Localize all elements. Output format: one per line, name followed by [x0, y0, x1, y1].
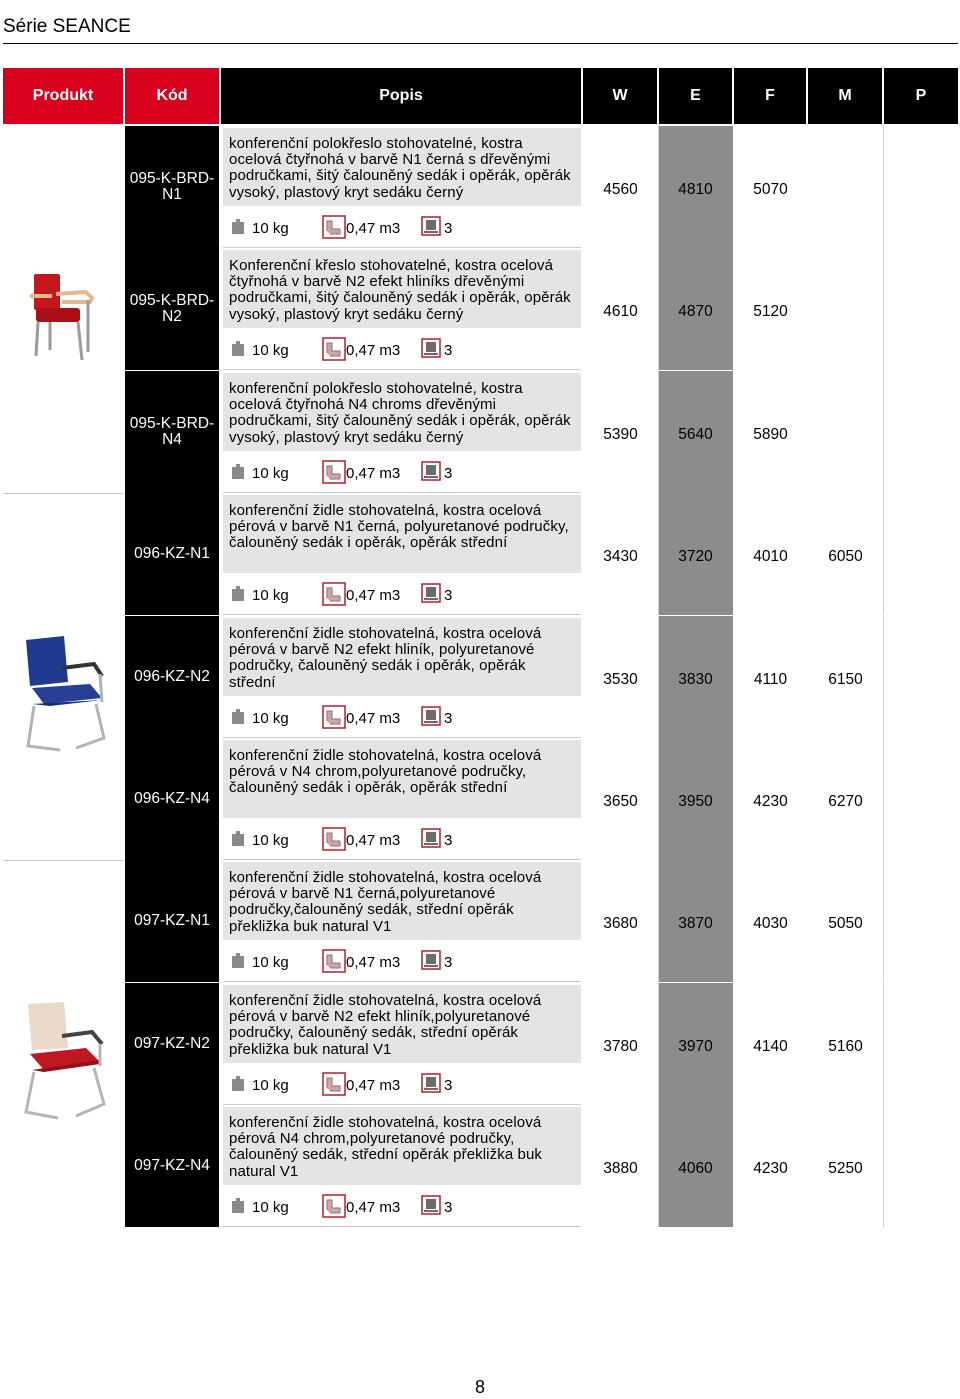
product-row — [0, 983, 960, 1105]
weight-value: 10 kg — [252, 465, 289, 482]
stack-icon — [421, 1195, 441, 1220]
header-e: E — [659, 68, 732, 124]
price-e: 3720 — [678, 548, 713, 565]
price-m — [808, 126, 883, 248]
product-image-cell — [3, 860, 123, 982]
product-row — [0, 248, 960, 370]
product-row — [0, 860, 960, 982]
volume-value: 0,47 m3 — [346, 1077, 401, 1094]
volume-value: 0,47 m3 — [346, 342, 401, 359]
stack-icon — [421, 828, 441, 853]
stack-value: 3 — [444, 1199, 453, 1216]
product-code: 097-KZ-N1 — [125, 860, 219, 982]
header-f: F — [734, 68, 806, 124]
price-w: 4610 — [603, 303, 638, 320]
price-p — [883, 860, 958, 982]
price-p — [883, 983, 958, 1105]
price-f: 4110 — [753, 671, 788, 688]
product-description: konferenční židle stohovatelná, kostra ocelová pérová v barvě N1 černá,polyuretanové područky,čalouněný sedák, střední opěrák překližka buk natural V1 — [223, 862, 581, 940]
shipping-info — [223, 1065, 581, 1105]
stack-icon — [421, 216, 441, 241]
header-m: M — [808, 68, 882, 124]
volume-icon — [322, 1072, 346, 1101]
price-w: 4560 — [603, 181, 638, 198]
price-e: 3970 — [678, 1038, 713, 1055]
weight-value: 10 kg — [252, 710, 289, 727]
product-row — [0, 126, 960, 248]
product-code: 096-KZ-N4 — [125, 738, 219, 860]
stack-value: 3 — [444, 710, 453, 727]
volume-value: 0,47 m3 — [346, 954, 401, 971]
product-row — [0, 738, 960, 860]
stack-value: 3 — [444, 587, 453, 604]
price-f: 4010 — [753, 548, 788, 565]
volume-icon — [322, 827, 346, 856]
weight-value: 10 kg — [252, 587, 289, 604]
page-title: Série SEANCE — [3, 16, 131, 37]
product-image-cell — [3, 1105, 123, 1227]
product-description: konferenční židle stohovatelná, kostra ocelová pérová N4 chrom,polyuretanové područky, čalouněný sedák, střední opěrák překližka buk natural V1 — [223, 1107, 581, 1185]
weight-icon — [230, 218, 246, 240]
weight-value: 10 kg — [252, 1199, 289, 1216]
price-p — [883, 248, 958, 370]
volume-icon — [322, 1194, 346, 1223]
chair-image-wood-arms — [26, 270, 102, 362]
product-code: 096-KZ-N1 — [125, 493, 219, 615]
price-m: 5050 — [828, 915, 863, 932]
volume-value: 0,47 m3 — [346, 220, 401, 237]
product-description: konferenční židle stohovatelná, kostra ocelová pérová v barvě N2 efekt hliník,polyuretanové područky, čalouněný sedák, střední opěrák překližka buk natural V1 — [223, 985, 581, 1063]
volume-value: 0,47 m3 — [346, 710, 401, 727]
shipping-info — [223, 942, 581, 982]
product-description: konferenční polokřeslo stohovatelné, kostra ocelová čtyřnohá v barvě N1 černá s dřevěnými područkami, šitý čalouněný sedák i opěrák, opěrák vysoký, plastový kryt sedáku černý — [223, 128, 581, 206]
shipping-info — [223, 575, 581, 615]
header-w: W — [583, 68, 657, 124]
price-e: 3870 — [678, 915, 713, 932]
price-f: 5120 — [753, 303, 788, 320]
product-image-cell — [3, 371, 123, 493]
price-w: 3880 — [603, 1160, 638, 1177]
weight-icon — [230, 708, 246, 730]
shipping-info — [223, 330, 581, 370]
product-description: konferenční židle stohovatelná, kostra ocelová pérová v barvě N1 černá, polyuretanové područky, čalouněný sedák i opěrák, opěrák střední — [223, 495, 581, 573]
price-e: 4870 — [678, 303, 713, 320]
weight-icon — [230, 340, 246, 362]
price-e: 3830 — [678, 671, 713, 688]
price-e: 4810 — [678, 181, 713, 198]
product-row — [0, 493, 960, 615]
product-image-cell — [3, 126, 123, 248]
volume-icon — [322, 460, 346, 489]
shipping-info — [223, 1187, 581, 1227]
volume-icon — [322, 705, 346, 734]
product-row — [0, 616, 960, 738]
price-f: 4030 — [753, 915, 788, 932]
product-row — [0, 1105, 960, 1227]
stack-icon — [421, 583, 441, 608]
stack-icon — [421, 1073, 441, 1098]
stack-value: 3 — [444, 954, 453, 971]
header-kod: Kód — [125, 68, 219, 124]
weight-value: 10 kg — [252, 954, 289, 971]
product-code: 097-KZ-N4 — [125, 1105, 219, 1227]
stack-value: 3 — [444, 465, 453, 482]
weight-icon — [230, 463, 246, 485]
header-popis: Popis — [221, 68, 581, 124]
volume-icon — [322, 215, 346, 244]
product-code: 096-KZ-N2 — [125, 616, 219, 738]
page-number: 8 — [474, 1377, 485, 1397]
stack-icon — [421, 461, 441, 486]
product-description: konferenční židle stohovatelná, kostra ocelová pérová v N4 chrom,polyuretanové područky, čalouněný sedák i opěrák, opěrák střední — [223, 740, 581, 818]
product-description: Konferenční křeslo stohovatelné, kostra ocelová čtyřnohá v barvě N2 efekt hliníks dřevěnými područkami, šitý čalouněný sedák i opěrák, opěrák vysoký, plastový kryt sedáku černý — [223, 250, 581, 328]
price-m — [808, 248, 883, 370]
product-row — [0, 371, 960, 493]
price-p — [883, 738, 958, 860]
price-p — [883, 1105, 958, 1227]
shipping-info — [223, 698, 581, 738]
header-produkt: Produkt — [3, 68, 123, 124]
price-w: 3780 — [603, 1038, 638, 1055]
price-f: 4140 — [753, 1038, 788, 1055]
price-e: 5640 — [678, 426, 713, 443]
volume-value: 0,47 m3 — [346, 1199, 401, 1216]
price-m: 6270 — [828, 793, 863, 810]
volume-value: 0,47 m3 — [346, 832, 401, 849]
price-m: 6050 — [828, 548, 863, 565]
price-m: 5250 — [828, 1160, 863, 1177]
stack-value: 3 — [444, 342, 453, 359]
title-rule — [3, 43, 958, 44]
price-w: 5390 — [603, 426, 638, 443]
product-image-cell — [3, 493, 123, 615]
price-m: 5160 — [828, 1038, 863, 1055]
weight-value: 10 kg — [252, 220, 289, 237]
product-image-cell — [3, 738, 123, 860]
price-f: 5890 — [753, 426, 788, 443]
weight-icon — [230, 1075, 246, 1097]
price-e: 3950 — [678, 793, 713, 810]
product-description: konferenční židle stohovatelná, kostra ocelová pérová v barvě N2 efekt hliník, polyuretanové područky, čalouněný sedák i opěrák, opěrák střední — [223, 618, 581, 696]
volume-icon — [322, 949, 346, 978]
product-description: konferenční polokřeslo stohovatelné, kostra ocelová čtyřnohá N4 chroms dřevěnými područkami, šitý čalouněný sedák i opěrák, opěrák vysoký, plastový kryt sedáku černý — [223, 373, 581, 451]
product-code: 095-K-BRD-N1 — [125, 126, 219, 248]
price-f: 5070 — [753, 181, 788, 198]
product-code: 097-KZ-N2 — [125, 983, 219, 1105]
price-w: 3430 — [603, 548, 638, 565]
shipping-info — [223, 453, 581, 493]
price-f: 4230 — [753, 1160, 788, 1177]
price-e: 4060 — [678, 1160, 713, 1177]
chair-image-blue — [20, 634, 110, 754]
volume-icon — [322, 337, 346, 366]
stack-value: 3 — [444, 1077, 453, 1094]
shipping-info — [223, 208, 581, 248]
product-code: 095-K-BRD-N2 — [125, 248, 219, 370]
weight-value: 10 kg — [252, 342, 289, 359]
weight-icon — [230, 1197, 246, 1219]
price-w: 3650 — [603, 793, 638, 810]
stack-icon — [421, 706, 441, 731]
volume-value: 0,47 m3 — [346, 465, 401, 482]
stack-value: 3 — [444, 832, 453, 849]
product-code: 095-K-BRD-N4 — [125, 371, 219, 493]
volume-icon — [322, 582, 346, 611]
chair-image-plywood — [18, 1000, 110, 1122]
weight-icon — [230, 585, 246, 607]
volume-value: 0,47 m3 — [346, 587, 401, 604]
price-p — [883, 371, 958, 493]
shipping-info — [223, 820, 581, 860]
stack-icon — [421, 338, 441, 363]
weight-icon — [230, 830, 246, 852]
price-f: 4230 — [753, 793, 788, 810]
weight-value: 10 kg — [252, 1077, 289, 1094]
price-p — [883, 493, 958, 615]
stack-value: 3 — [444, 220, 453, 237]
price-w: 3680 — [603, 915, 638, 932]
price-p — [883, 616, 958, 738]
price-m: 6150 — [828, 671, 863, 688]
price-w: 3530 — [603, 671, 638, 688]
price-m — [808, 371, 883, 493]
header-p: P — [884, 68, 958, 124]
stack-icon — [421, 950, 441, 975]
weight-value: 10 kg — [252, 832, 289, 849]
weight-icon — [230, 952, 246, 974]
price-p — [883, 126, 958, 248]
